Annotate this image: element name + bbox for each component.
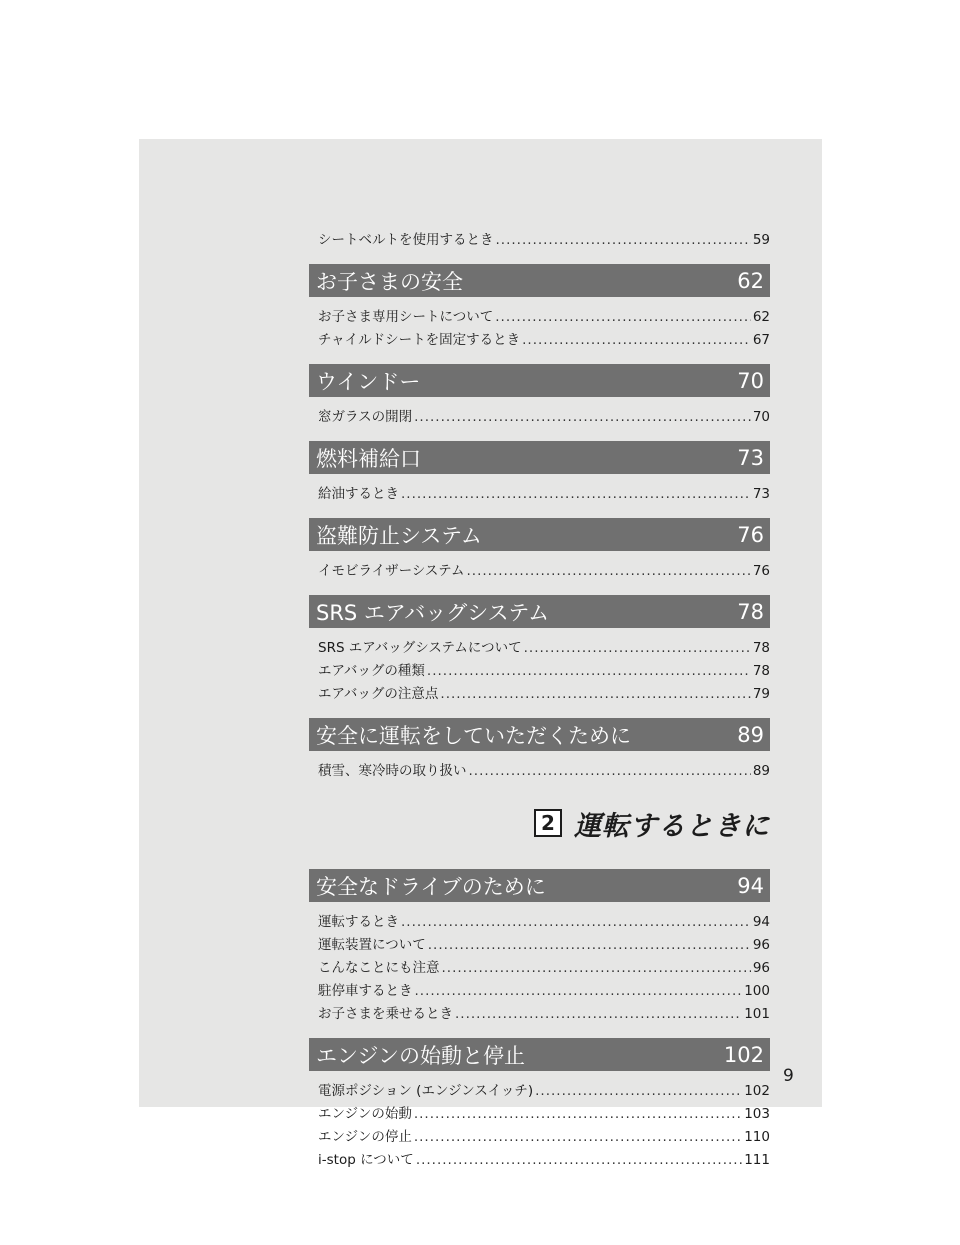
toc-entry-label: i-stop について: [318, 1152, 414, 1168]
section-header[interactable]: [309, 595, 770, 628]
toc-entry-label: チャイルドシートを固定するとき: [318, 332, 521, 348]
dot-leader: [535, 1080, 742, 1103]
toc-entry-page: 76: [752, 563, 770, 579]
toc-entry-label: 駐停車するとき: [318, 983, 413, 999]
dot-leader: [414, 406, 751, 429]
page-number: 9: [783, 1066, 794, 1086]
section-title: 盗難防止システム: [316, 523, 482, 548]
dot-leader: [414, 1103, 742, 1126]
toc-entry[interactable]: [309, 957, 770, 980]
dot-leader: [401, 483, 751, 506]
toc-entry[interactable]: [309, 980, 770, 1003]
section-title: お子さまの安全: [316, 269, 463, 294]
dot-leader: [524, 637, 751, 660]
dot-leader: [414, 1126, 742, 1149]
toc-entry-label: SRS エアバッグシステムについて: [318, 640, 522, 656]
toc-entry-page: 67: [752, 332, 770, 348]
toc-entry-label: エアバッグの種類: [318, 663, 425, 679]
section-header[interactable]: [309, 869, 770, 902]
section-page: 102: [723, 1042, 764, 1067]
toc-entry[interactable]: [309, 1080, 770, 1103]
toc-entry[interactable]: [309, 683, 770, 706]
section-title: エンジンの始動と停止: [316, 1043, 525, 1068]
dot-leader: [495, 306, 751, 329]
section-title: 安全なドライブのために: [316, 874, 546, 899]
dot-leader: [469, 760, 751, 783]
toc-entry-label: エアバッグの注意点: [318, 686, 439, 702]
toc-entry[interactable]: [309, 560, 770, 583]
toc-entry-page: 59: [752, 232, 770, 248]
dot-leader: [428, 934, 751, 957]
intro-entries: [309, 229, 770, 252]
toc-entry-page: 89: [752, 763, 770, 779]
toc-entry-page: 78: [752, 663, 770, 679]
toc-entry-label: 運転装置について: [318, 937, 426, 953]
dot-leader: [440, 683, 750, 706]
dot-leader: [455, 1003, 742, 1026]
section-page: 62: [737, 268, 764, 293]
toc-entry[interactable]: [309, 229, 770, 252]
chapter-2-sections: [309, 857, 770, 1172]
toc-entry-page: 94: [752, 914, 770, 930]
toc-entry-label: 窓ガラスの開閉: [318, 409, 413, 425]
toc-entry-label: 運転するとき: [318, 914, 399, 930]
toc-entry[interactable]: [309, 760, 770, 783]
toc-entry-label: こんなことにも注意: [318, 960, 440, 976]
chapter-1-sections: [309, 252, 770, 783]
toc-entry-page: 111: [744, 1152, 770, 1168]
toc-entry-page: 96: [752, 960, 770, 976]
toc-entry[interactable]: [309, 660, 770, 683]
toc-entry[interactable]: [309, 637, 770, 660]
section-page: 89: [737, 722, 764, 747]
toc-entry-label: 電源ポジション (エンジンスイッチ): [318, 1083, 534, 1099]
dot-leader: [415, 980, 743, 1003]
section-title: 燃料補給口: [316, 446, 421, 471]
section-header[interactable]: [309, 441, 770, 474]
toc-entry-label: シートベルトを使用するとき: [318, 232, 494, 248]
toc-entry-label: 給油するとき: [318, 486, 399, 502]
toc-entry[interactable]: [309, 306, 770, 329]
table-of-contents: [309, 229, 770, 1172]
toc-entry-page: 103: [744, 1106, 770, 1122]
toc-entry-page: 70: [752, 409, 770, 425]
toc-entry-label: お子さまを乗せるとき: [318, 1006, 453, 1022]
section-header[interactable]: [309, 264, 770, 297]
toc-entry-label: イモビライザーシステム: [318, 563, 465, 579]
toc-entry[interactable]: [309, 329, 770, 352]
chapter-title[interactable]: 運転するときに: [574, 810, 770, 842]
toc-entry[interactable]: [309, 1149, 770, 1172]
toc-entry-page: 79: [752, 686, 770, 702]
dot-leader: [496, 229, 751, 252]
toc-entry[interactable]: [309, 911, 770, 934]
toc-entry-label: 積雪、寒冷時の取り扱い: [318, 763, 467, 779]
toc-entry-label: お子さま専用シートについて: [318, 309, 494, 325]
toc-entry-label: エンジンの停止: [318, 1129, 412, 1145]
section-page: 73: [737, 445, 764, 470]
chapter-number-box: 2: [534, 809, 562, 837]
section-header[interactable]: [309, 718, 770, 751]
toc-entry[interactable]: [309, 483, 770, 506]
section-title: SRS エアバッグシステム: [316, 600, 550, 625]
section-header[interactable]: [309, 518, 770, 551]
toc-entry[interactable]: [309, 934, 770, 957]
toc-entry-page: 73: [752, 486, 770, 502]
toc-entry-label: エンジンの始動: [318, 1106, 412, 1122]
dot-leader: [522, 329, 751, 352]
dot-leader: [442, 957, 751, 980]
section-title: 安全に運転をしていただくために: [316, 723, 631, 748]
dot-leader: [416, 1149, 742, 1172]
toc-entry[interactable]: [309, 1103, 770, 1126]
toc-entry-page: 110: [744, 1129, 770, 1145]
section-page: 70: [737, 368, 764, 393]
section-header[interactable]: [309, 1038, 770, 1071]
toc-entry-page: 101: [744, 1006, 770, 1022]
toc-entry-page: 102: [744, 1083, 770, 1099]
section-header[interactable]: [309, 364, 770, 397]
toc-entry[interactable]: [309, 1003, 770, 1026]
dot-leader: [401, 911, 751, 934]
toc-entry-page: 100: [744, 983, 770, 999]
section-title: ウインドー: [316, 369, 421, 394]
toc-entry-page: 62: [752, 309, 770, 325]
section-page: 78: [737, 599, 764, 624]
toc-entry-page: 78: [752, 640, 770, 656]
chapter-heading: [309, 800, 770, 846]
section-page: 76: [737, 522, 764, 547]
dot-leader: [466, 560, 750, 583]
toc-entry-page: 96: [752, 937, 770, 953]
dot-leader: [427, 660, 751, 683]
toc-entry[interactable]: [309, 406, 770, 429]
toc-entry[interactable]: [309, 1126, 770, 1149]
section-page: 94: [737, 873, 764, 898]
